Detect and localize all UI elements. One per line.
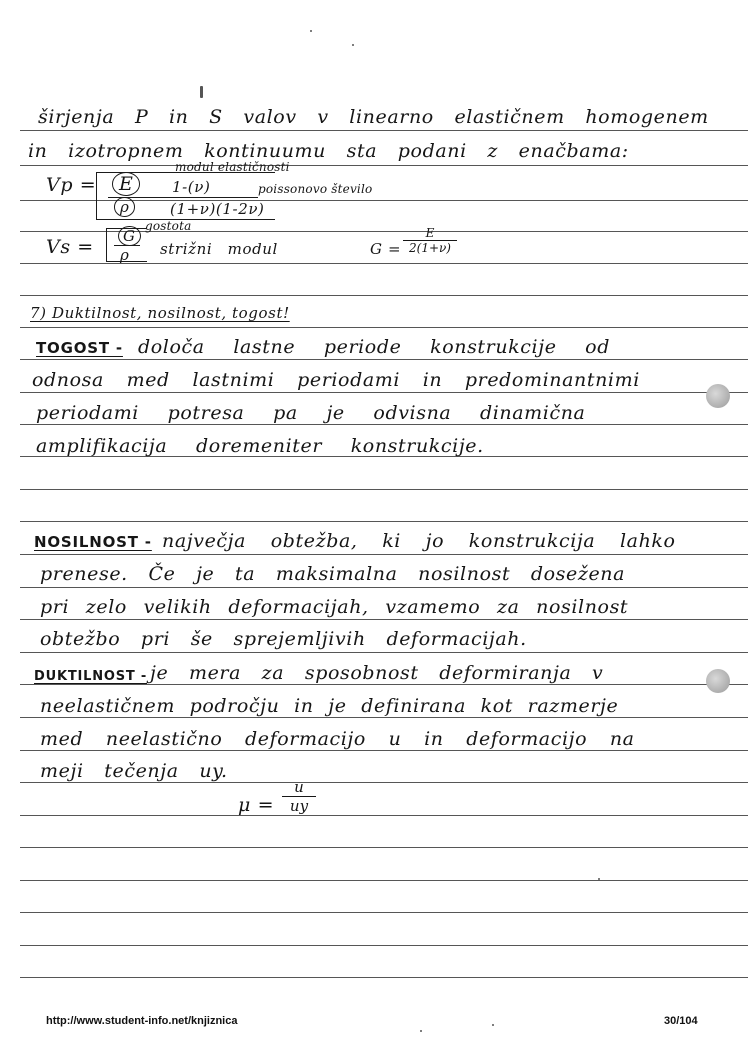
vp-gostota-note: gostota (145, 219, 192, 233)
ruled-line (20, 717, 748, 718)
vs-label: Vs = (46, 236, 94, 258)
duktilnost-line-1: je mera za sposobnost deformiranja v (150, 662, 604, 684)
ruled-line (20, 327, 748, 328)
footer-url: http://www.student-info.net/knjiznica (46, 1015, 238, 1027)
ruled-line (20, 652, 748, 653)
text-line-1: širjenja P in S valov v linearno elastičnem homogenem (38, 106, 709, 128)
duktilnost-label: DUKTILNOST - (34, 669, 148, 684)
ruled-line (20, 815, 748, 816)
vs-rho: ρ (120, 246, 130, 264)
vp-modul-note: modul elastičnosti (175, 160, 290, 174)
duktilnost-line-4: meji tečenja uy. (40, 760, 228, 782)
vp-label: Vp = (46, 174, 97, 196)
nosilnost-line-4: obtežbo pri še sprejemljivih deformacijah. (40, 628, 527, 650)
togost-line-1: določa lastne periode konstrukcije od (138, 336, 610, 358)
vp-poisson-note: poissonovo število (258, 182, 373, 196)
ruled-line (20, 619, 748, 620)
ruled-line (20, 880, 748, 881)
nosilnost-line-3: pri zelo velikih deformacijah, vzamemo za nosilnost (40, 596, 629, 618)
g-formula-fraction (403, 226, 457, 255)
scan-speck (200, 86, 203, 98)
footer-page-number: 30/104 (664, 1015, 698, 1027)
g-formula-num: E (425, 226, 435, 240)
togost-line-4: amplifikacija doremeniter konstrukcije. (36, 435, 484, 457)
togost-label: TOGOST - (36, 339, 123, 357)
togost-line-3: periodami potresa pa je odvisna dinamična (36, 402, 586, 424)
question-7: 7) Duktilnost, nosilnost, togost! (30, 304, 290, 322)
ruled-line (20, 587, 748, 588)
mu-lhs: μ = (238, 794, 275, 816)
vp-den-terms: (1+ν)(1-2ν) (170, 200, 265, 218)
scan-speck (352, 44, 354, 46)
ruled-line (20, 359, 748, 360)
mu-num: u (294, 778, 304, 796)
text-line-2: in izotropnem kontinuumu sta podani z enačbama: (28, 140, 629, 162)
scan-speck (492, 1024, 494, 1026)
ruled-line (20, 847, 748, 848)
vp-rho: ρ (114, 197, 135, 217)
scan-speck (420, 1030, 422, 1032)
ruled-line (20, 424, 748, 425)
ruled-line (20, 165, 748, 166)
scan-speck (310, 30, 312, 32)
ruled-line (20, 521, 748, 522)
nosilnost-line-2: prenese. Če je ta maksimalna nosilnost dosežena (40, 563, 626, 585)
ruled-line (20, 554, 748, 555)
binder-hole (706, 384, 730, 408)
duktilnost-line-3: med neelastično deformacijo u in deformacijo na (40, 728, 635, 750)
ruled-line (20, 684, 748, 685)
ruled-line (20, 130, 748, 131)
ruled-line (20, 945, 748, 946)
nosilnost-label: NOSILNOST - (34, 533, 152, 551)
vp-e: E (112, 172, 140, 196)
ruled-line (20, 912, 748, 913)
duktilnost-line-2: neelastičnem področju in je definirana kot razmerje (40, 695, 619, 717)
ruled-line (20, 750, 748, 751)
togost-line-2: odnosa med lastnimi periodami in predominantnimi (32, 369, 640, 391)
vs-g: G (118, 226, 141, 246)
nosilnost-line-1: največja obtežba, ki jo konstrukcija lahko (162, 530, 676, 552)
vs-strizni: strižni modul (160, 240, 278, 258)
scan-speck (598, 878, 600, 880)
g-formula-lhs: G = (370, 240, 402, 258)
ruled-line (20, 295, 748, 296)
g-formula-den: 2(1+ν) (409, 241, 451, 255)
vp-one-minus-nu: 1-(ν) (172, 178, 211, 196)
mu-fraction (282, 778, 316, 815)
mu-den: uy (289, 797, 309, 815)
ruled-line (20, 392, 748, 393)
binder-hole (706, 669, 730, 693)
ruled-line (20, 977, 748, 978)
ruled-line (20, 782, 748, 783)
ruled-line (20, 489, 748, 490)
